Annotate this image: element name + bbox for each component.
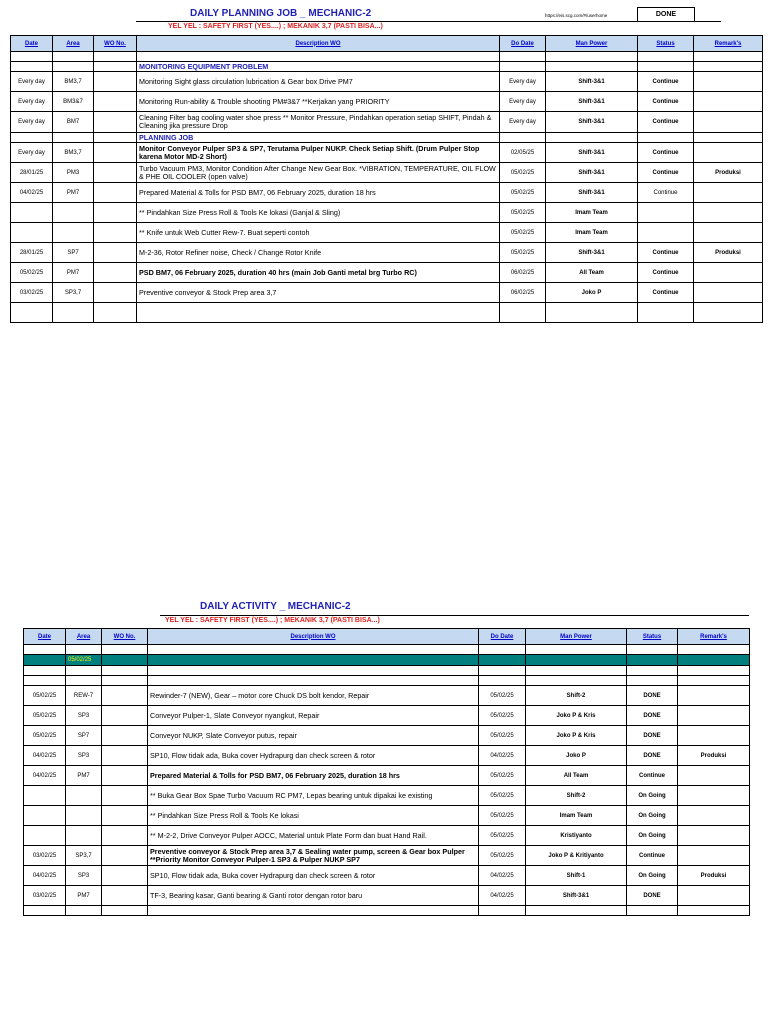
row-status: Continue xyxy=(638,72,694,92)
row-wo-no xyxy=(94,163,137,183)
row-status: On Going xyxy=(627,826,678,846)
section-monitoring: MONITORING EQUIPMENT PROBLEM xyxy=(137,62,500,72)
row-status xyxy=(638,203,694,223)
row-status: DONE xyxy=(627,746,678,766)
col-description: Description WO xyxy=(137,36,500,52)
col-date: Date xyxy=(24,629,66,645)
activity-table xyxy=(23,628,750,916)
row-wo-no xyxy=(94,183,137,203)
row-wo-no xyxy=(102,766,148,786)
row-status xyxy=(638,223,694,243)
row-description xyxy=(137,303,500,323)
table-row xyxy=(11,303,763,323)
table-row xyxy=(11,143,763,163)
row-man-power: Kristiyanto xyxy=(526,826,627,846)
row-description: ** Knife untuk Web Cutter Rew-7. Buat seperti contoh xyxy=(137,223,500,243)
col-remarks: Remark's xyxy=(694,36,763,52)
row-area: PM3 xyxy=(53,163,94,183)
row-wo-no xyxy=(94,143,137,163)
col-wo-no: WO No. xyxy=(94,36,137,52)
row-remark xyxy=(678,766,750,786)
col-man-power: Man Power xyxy=(546,36,638,52)
row-area: SP3,7 xyxy=(53,283,94,303)
row-date: Every day xyxy=(11,92,53,112)
row-wo-no xyxy=(94,92,137,112)
row-date: 05/02/25 xyxy=(11,263,53,283)
table-row xyxy=(11,92,763,112)
table-row xyxy=(11,163,763,183)
row-description: Conveyor NUKP, Slate Conveyor putus, repair xyxy=(148,726,479,746)
row-man-power: Joko P & Kris xyxy=(526,726,627,746)
row-man-power: Shift-3&1 xyxy=(546,92,638,112)
row-do-date: 06/02/25 xyxy=(500,263,546,283)
row-remark xyxy=(694,203,763,223)
row-date xyxy=(24,786,66,806)
table-row xyxy=(11,223,763,243)
table-row xyxy=(24,766,750,786)
col-wo-no: WO No. xyxy=(102,629,148,645)
row-remark xyxy=(694,263,763,283)
row-remark xyxy=(678,806,750,826)
row-status: Continue xyxy=(638,183,694,203)
row-date: Every day xyxy=(11,143,53,163)
row-description: M-2-36, Rotor Refiner noise, Check / Change Rotor Knife xyxy=(137,243,500,263)
row-do-date: 05/02/25 xyxy=(479,686,526,706)
table-row xyxy=(11,283,763,303)
row-area: SP7 xyxy=(66,726,102,746)
table-row xyxy=(24,726,750,746)
row-wo-no xyxy=(102,886,148,906)
row-date: 05/02/25 xyxy=(24,706,66,726)
row-area: SP3 xyxy=(66,706,102,726)
row-area: BM3&7 xyxy=(53,92,94,112)
row-description: SP10, Flow tidak ada, Buka cover Hydrapurg dan check screen & rotor xyxy=(148,866,479,886)
row-area: PM7 xyxy=(66,766,102,786)
table-row xyxy=(24,866,750,886)
table-row xyxy=(24,706,750,726)
row-remark xyxy=(678,846,750,866)
row-man-power: Joko P xyxy=(546,283,638,303)
row-do-date: 04/02/25 xyxy=(479,886,526,906)
row-wo-no xyxy=(102,806,148,826)
row-date xyxy=(11,303,53,323)
col-status: Status xyxy=(627,629,678,645)
row-remark xyxy=(678,826,750,846)
row-status xyxy=(638,303,694,323)
activity-header-row xyxy=(24,629,750,645)
row-date: 04/02/25 xyxy=(24,766,66,786)
row-description: Preventive conveyor & Stock Prep area 3,7 xyxy=(137,283,500,303)
system-url[interactable]: https://eis.scg.com/#/userhome xyxy=(545,13,608,18)
row-date: 04/02/25 xyxy=(24,746,66,766)
row-man-power: Shift-1 xyxy=(526,866,627,886)
row-remark xyxy=(678,686,750,706)
row-area xyxy=(53,203,94,223)
row-area xyxy=(53,303,94,323)
row-status: Continue xyxy=(627,846,678,866)
row-description: Rewinder-7 (NEW), Gear – motor core Chuck DS bolt kendor, Repair xyxy=(148,686,479,706)
row-status: DONE xyxy=(627,886,678,906)
row-description: Prepared Material & Tolls for PSD BM7, 06 February 2025, duration 18 hrs xyxy=(137,183,500,203)
row-do-date: Every day xyxy=(500,92,546,112)
table-row xyxy=(11,263,763,283)
row-wo-no xyxy=(102,866,148,886)
row-description: ** Pindahkan Size Press Roll & Tools Ke lokasi xyxy=(148,806,479,826)
row-status: Continue xyxy=(638,92,694,112)
row-man-power: Shift-3&1 xyxy=(546,183,638,203)
col-man-power: Man Power xyxy=(526,629,627,645)
row-area xyxy=(66,786,102,806)
table-row xyxy=(24,886,750,906)
row-area: SP3 xyxy=(66,746,102,766)
row-man-power: Imam Team xyxy=(546,203,638,223)
col-status: Status xyxy=(638,36,694,52)
row-description: Turbo Vacuum PM3, Monitor Condition After Change New Gear Box. *VIBRATION, TEMPERATURE, OIL FLOW & PHE OIL COOLER (open valve) xyxy=(137,163,500,183)
row-remark xyxy=(678,786,750,806)
row-status: On Going xyxy=(627,806,678,826)
row-remark xyxy=(678,886,750,906)
row-status: DONE xyxy=(627,726,678,746)
row-area: PM7 xyxy=(53,183,94,203)
section-row xyxy=(11,133,763,143)
row-wo-no xyxy=(102,726,148,746)
row-do-date: 05/02/25 xyxy=(500,243,546,263)
row-wo-no xyxy=(102,846,148,866)
row-status: DONE xyxy=(627,706,678,726)
table-row xyxy=(11,243,763,263)
row-area xyxy=(53,223,94,243)
row-date xyxy=(24,826,66,846)
row-man-power: All Team xyxy=(526,766,627,786)
row-area: BM3,7 xyxy=(53,143,94,163)
table-row xyxy=(24,906,750,916)
row-date: 28/01/25 xyxy=(11,243,53,263)
row-date: 03/02/25 xyxy=(24,886,66,906)
row-wo-no xyxy=(94,223,137,243)
table-row xyxy=(11,112,763,133)
row-status: Continue xyxy=(638,283,694,303)
row-date: 03/02/25 xyxy=(11,283,53,303)
row-description: PSD BM7, 06 February 2025, duration 40 hrs (main Job Ganti metal brg Turbo RC) xyxy=(137,263,500,283)
row-status: Continue xyxy=(638,112,694,133)
row-wo-no xyxy=(102,706,148,726)
row-date xyxy=(11,223,53,243)
row-date: 05/02/25 xyxy=(24,726,66,746)
row-area: PM7 xyxy=(66,886,102,906)
row-wo-no xyxy=(102,686,148,706)
row-status: DONE xyxy=(627,686,678,706)
row-status: Continue xyxy=(638,163,694,183)
row-do-date: Every day xyxy=(500,72,546,92)
row-status: Continue xyxy=(627,766,678,786)
row-date: Every day xyxy=(11,112,53,133)
row-description: ** Pindahkan Size Press Roll & Tools Ke lokasi (Ganjal & Sling) xyxy=(137,203,500,223)
row-remark xyxy=(678,726,750,746)
row-date xyxy=(11,203,53,223)
row-area: REW-7 xyxy=(66,686,102,706)
row-man-power xyxy=(546,303,638,323)
row-wo-no xyxy=(102,826,148,846)
col-do-date: Do Date xyxy=(479,629,526,645)
row-description: TF-3, Bearing kasar, Ganti bearing & Ganti rotor dengan rotor baru xyxy=(148,886,479,906)
row-man-power: Imam Team xyxy=(546,223,638,243)
row-do-date: 04/02/25 xyxy=(479,866,526,886)
row-area xyxy=(66,826,102,846)
row-remark: Produksi xyxy=(694,163,763,183)
col-do-date: Do Date xyxy=(500,36,546,52)
row-do-date: 05/02/25 xyxy=(479,806,526,826)
row-remark xyxy=(678,706,750,726)
row-do-date: 05/02/25 xyxy=(500,183,546,203)
row-description: SP10, Flow tidak ada, Buka cover Hydrapurg dan check screen & rotor xyxy=(148,746,479,766)
col-remarks: Remark's xyxy=(678,629,750,645)
row-man-power: Joko P & Kritiyanto xyxy=(526,846,627,866)
row-description: ** Buka Gear Box Spae Turbo Vacuum RC PM7, Lepas bearing untuk dipakai ke existing xyxy=(148,786,479,806)
row-man-power: All Team xyxy=(546,263,638,283)
row-status: Continue xyxy=(638,243,694,263)
table-row xyxy=(24,826,750,846)
title-underline xyxy=(136,21,721,22)
row-date: Every day xyxy=(11,72,53,92)
row-man-power: Shift-3&1 xyxy=(546,163,638,183)
col-date: Date xyxy=(11,36,53,52)
row-wo-no xyxy=(102,746,148,766)
row-area: SP3 xyxy=(66,866,102,886)
row-area: BM3,7 xyxy=(53,72,94,92)
day-label: 05/02/25 xyxy=(66,655,102,666)
row-do-date: 05/02/25 xyxy=(500,163,546,183)
row-man-power: Shift-3&1 xyxy=(526,886,627,906)
table-row xyxy=(24,686,750,706)
row-area xyxy=(66,806,102,826)
row-wo-no xyxy=(94,112,137,133)
row-area: PM7 xyxy=(53,263,94,283)
planning-title: DAILY PLANNING JOB _ MECHANIC-2 xyxy=(190,8,372,19)
row-description: Monitor Conveyor Pulper SP3 & SP7, Terutama Pulper NUKP. Check Setiap Shift. (Drum Pulper Stop karena Motor MD-2 Short) xyxy=(137,143,500,163)
row-remark xyxy=(694,72,763,92)
row-description: Cleaning Filter bag cooling water shoe press ** Monitor Pressure, Pindahkan operation setiap SHIFT, Pindah & Cleaning jika pressure Drop xyxy=(137,112,500,133)
row-do-date: 05/02/25 xyxy=(500,223,546,243)
row-status: Continue xyxy=(638,143,694,163)
row-wo-no xyxy=(102,786,148,806)
row-remark xyxy=(694,183,763,203)
row-date: 04/02/25 xyxy=(11,183,53,203)
planning-header-row xyxy=(11,36,763,52)
col-area: Area xyxy=(53,36,94,52)
row-remark xyxy=(694,223,763,243)
row-do-date xyxy=(500,303,546,323)
row-do-date: 05/02/25 xyxy=(479,786,526,806)
row-man-power: Shift-3&1 xyxy=(546,143,638,163)
table-row xyxy=(11,203,763,223)
table-row xyxy=(24,786,750,806)
row-description: ** M-2-2, Drive Conveyor Pulper AOCC, Material untuk Plate Form dan buat Hand Rail. xyxy=(148,826,479,846)
row-description: Conveyor Pulper-1, Slate Conveyor nyangkut, Repair xyxy=(148,706,479,726)
row-description: Prepared Material & Tolls for PSD BM7, 06 February 2025, duration 18 hrs xyxy=(148,766,479,786)
row-date: 05/02/25 xyxy=(24,686,66,706)
row-wo-no xyxy=(94,283,137,303)
row-man-power: Shift-3&1 xyxy=(546,243,638,263)
col-area: Area xyxy=(66,629,102,645)
row-status: Continue xyxy=(638,263,694,283)
row-description: Preventive conveyor & Stock Prep area 3,7 & Sealing water pump, screen & Gear box Pulper **Priority Monitor Conveyor Pulper-1 SP3 & Pulper NUKP SP7 xyxy=(148,846,479,866)
row-remark xyxy=(694,283,763,303)
section-planning-job: PLANNING JOB xyxy=(137,133,500,143)
row-do-date: 05/02/25 xyxy=(479,846,526,866)
table-row xyxy=(24,666,750,676)
row-do-date: 05/02/25 xyxy=(500,203,546,223)
col-description: Description WO xyxy=(148,629,479,645)
row-remark xyxy=(694,112,763,133)
row-man-power: Joko P xyxy=(526,746,627,766)
row-do-date: 05/02/25 xyxy=(479,766,526,786)
row-wo-no xyxy=(94,243,137,263)
row-man-power: Joko P & Kris xyxy=(526,706,627,726)
row-date xyxy=(24,806,66,826)
row-remark xyxy=(694,143,763,163)
row-date: 03/02/25 xyxy=(24,846,66,866)
activity-title: DAILY ACTIVITY _ MECHANIC-2 xyxy=(200,601,351,612)
row-man-power: Imam Team xyxy=(526,806,627,826)
row-man-power: Shift-3&1 xyxy=(546,112,638,133)
row-wo-no xyxy=(94,72,137,92)
activity-subtitle: YEL YEL : SAFETY FIRST (YES....) ; MEKANIK 3,7 (PASTI BISA...) xyxy=(165,617,380,624)
row-do-date: 02/05/25 xyxy=(500,143,546,163)
row-wo-no xyxy=(94,303,137,323)
row-remark: Produksi xyxy=(678,746,750,766)
table-row xyxy=(24,746,750,766)
row-description: Monitoring Sight glass circulation lubrication & Gear box Drive PM7 xyxy=(137,72,500,92)
row-remark xyxy=(694,303,763,323)
row-do-date: 05/02/25 xyxy=(479,826,526,846)
table-row xyxy=(24,676,750,686)
row-do-date: 05/02/25 xyxy=(479,706,526,726)
row-do-date: 04/02/25 xyxy=(479,746,526,766)
row-wo-no xyxy=(94,203,137,223)
row-remark xyxy=(694,92,763,112)
table-row xyxy=(11,183,763,203)
row-do-date: 05/02/25 xyxy=(479,726,526,746)
row-do-date: Every day xyxy=(500,112,546,133)
row-remark: Produksi xyxy=(678,866,750,886)
row-area: BM7 xyxy=(53,112,94,133)
row-status: On Going xyxy=(627,786,678,806)
activity-title-underline xyxy=(160,615,749,616)
day-separator-row xyxy=(24,655,750,666)
row-date: 28/01/25 xyxy=(11,163,53,183)
done-label: DONE xyxy=(637,7,695,22)
table-row xyxy=(11,52,763,62)
row-man-power: Shift-2 xyxy=(526,686,627,706)
planning-table xyxy=(10,35,763,323)
table-row xyxy=(11,72,763,92)
row-remark: Produksi xyxy=(694,243,763,263)
table-row xyxy=(24,645,750,655)
row-area: SP3,7 xyxy=(66,846,102,866)
row-description: Monitoring Run-ability & Trouble shooting PM#3&7 **Kerjakan yang PRIORITY xyxy=(137,92,500,112)
section-row xyxy=(11,62,763,72)
row-area: SP7 xyxy=(53,243,94,263)
row-man-power: Shift-3&1 xyxy=(546,72,638,92)
planning-subtitle: YEL YEL : SAFETY FIRST (YES....) ; MEKANIK 3,7 (PASTI BISA...) xyxy=(168,23,383,30)
row-date: 04/02/25 xyxy=(24,866,66,886)
row-man-power: Shift-2 xyxy=(526,786,627,806)
row-status: On Going xyxy=(627,866,678,886)
row-do-date: 06/02/25 xyxy=(500,283,546,303)
table-row xyxy=(24,806,750,826)
table-row xyxy=(24,846,750,866)
row-wo-no xyxy=(94,263,137,283)
